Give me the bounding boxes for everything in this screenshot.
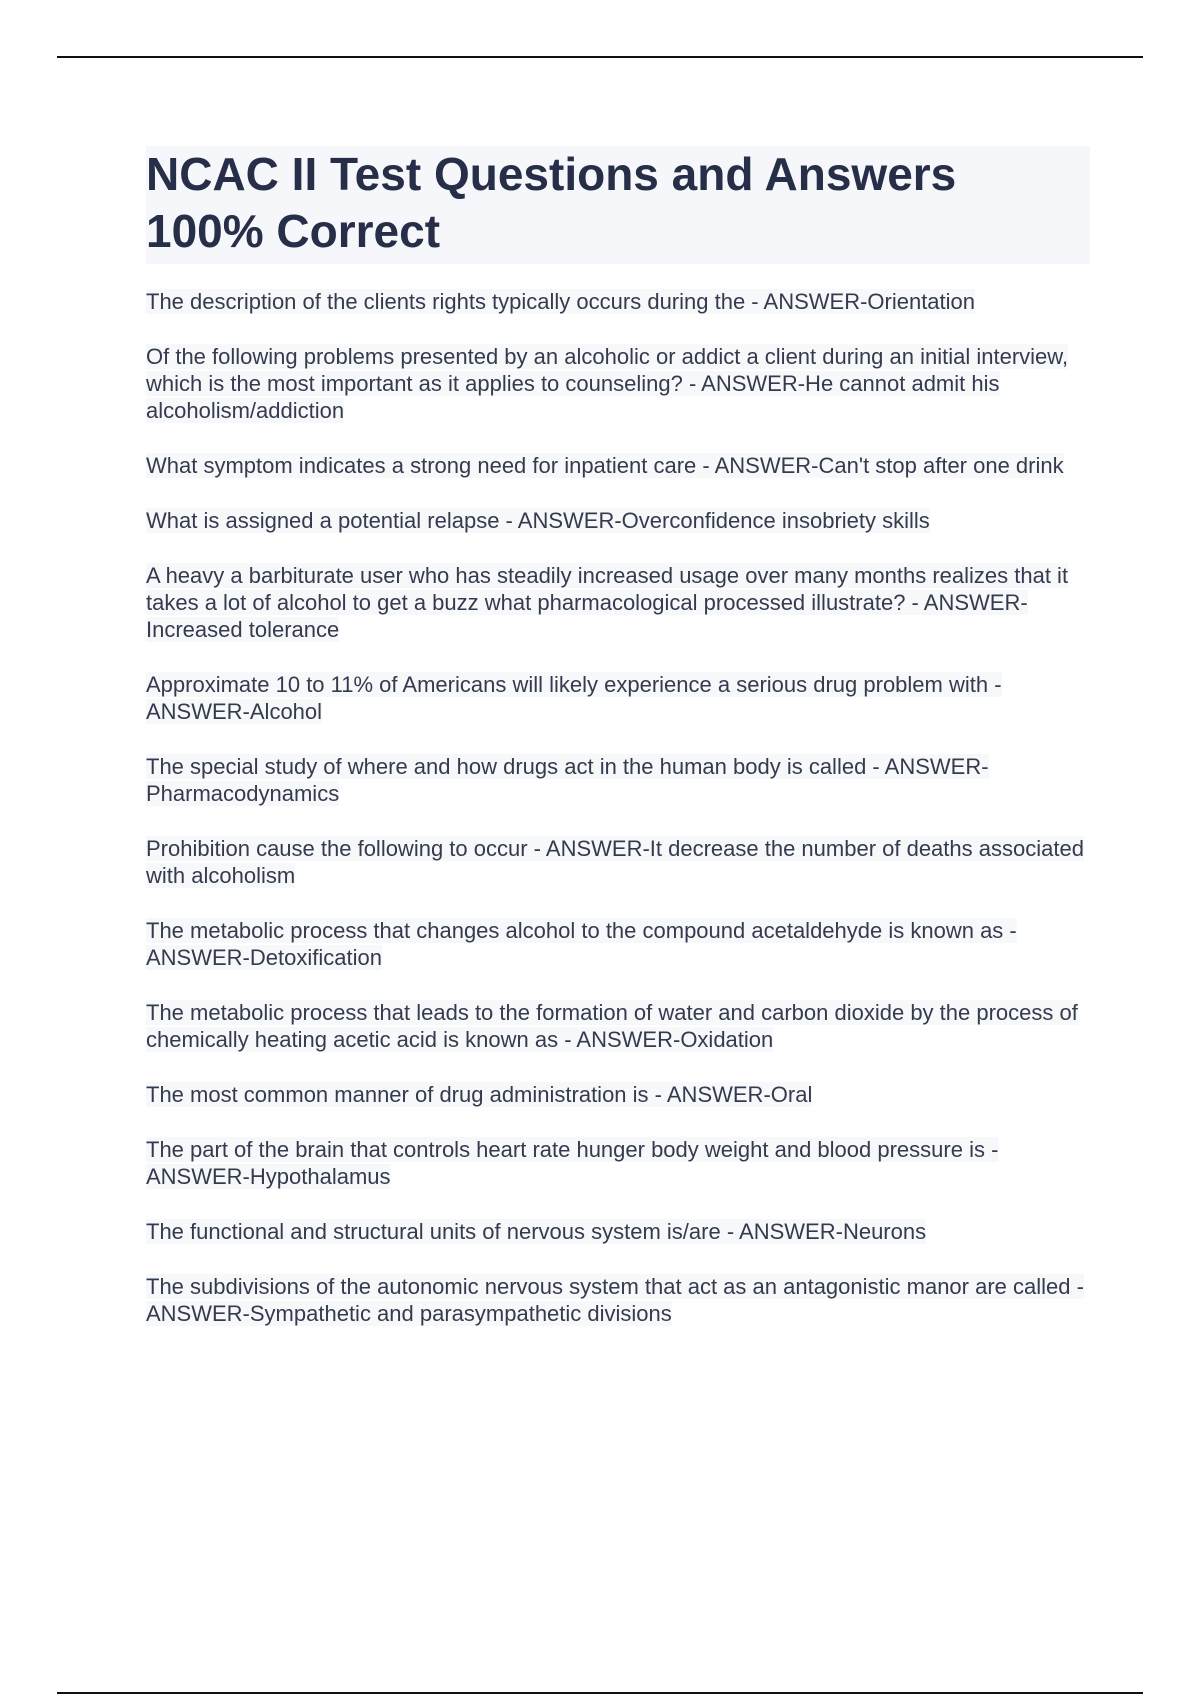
qa-item (146, 1081, 1090, 1108)
qa-text: The description of the clients rights typically occurs during the - ANSWER-Orientation (146, 289, 976, 314)
qa-item (146, 288, 1090, 315)
qa-text: What is assigned a potential relapse - ANSWER-Overconfidence insobriety skills (146, 508, 930, 533)
qa-item (146, 999, 1090, 1053)
top-rule (57, 56, 1143, 58)
qa-list (146, 288, 1090, 1327)
qa-item (146, 507, 1090, 534)
qa-text: The part of the brain that controls heart rate hunger body weight and blood pressure is - ANSWER-Hypothalamus (146, 1137, 999, 1189)
qa-text: A heavy a barbiturate user who has steadily increased usage over many months realizes that it takes a lot of alcohol to get a buzz what pharmacological processed illustrate? - ANSWER-Increased tolerance (146, 563, 1069, 642)
document-body (146, 146, 1090, 1355)
qa-text: The most common manner of drug administration is - ANSWER-Oral (146, 1082, 813, 1107)
qa-item (146, 671, 1090, 725)
qa-item (146, 1136, 1090, 1190)
qa-item (146, 562, 1090, 643)
qa-text: Approximate 10 to 11% of Americans will likely experience a serious drug problem with - ANSWER-Alcohol (146, 672, 1002, 724)
title-line-2: 100% Correct (146, 205, 441, 257)
qa-item (146, 753, 1090, 807)
qa-text: The special study of where and how drugs act in the human body is called - ANSWER-Pharmacodynamics (146, 754, 989, 806)
bottom-rule (57, 1692, 1143, 1694)
title-block (146, 146, 1090, 264)
qa-text: The metabolic process that changes alcohol to the compound acetaldehyde is known as - ANSWER-Detoxification (146, 918, 1017, 970)
qa-text: The subdivisions of the autonomic nervous system that act as an antagonistic manor are called - ANSWER-Sympathetic and parasympathetic divisions (146, 1274, 1084, 1326)
qa-text: Prohibition cause the following to occur - ANSWER-It decrease the number of deaths associated with alcoholism (146, 836, 1084, 888)
qa-item (146, 917, 1090, 971)
qa-text: Of the following problems presented by an alcoholic or addict a client during an initial interview, which is the most important as it applies to counseling? - ANSWER-He cannot admit his alcoholism/addiction (146, 344, 1069, 423)
qa-text: The functional and structural units of nervous system is/are - ANSWER-Neurons (146, 1219, 927, 1244)
qa-item (146, 1273, 1090, 1327)
qa-item (146, 835, 1090, 889)
qa-item (146, 343, 1090, 424)
qa-item (146, 452, 1090, 479)
title-line-1: NCAC II Test Questions and Answers (146, 148, 957, 200)
qa-text: The metabolic process that leads to the formation of water and carbon dioxide by the process of chemically heating acetic acid is known as - ANSWER-Oxidation (146, 1000, 1078, 1052)
qa-item (146, 1218, 1090, 1245)
document-title (146, 146, 1090, 260)
qa-text: What symptom indicates a strong need for inpatient care - ANSWER-Can't stop after one drink (146, 453, 1064, 478)
